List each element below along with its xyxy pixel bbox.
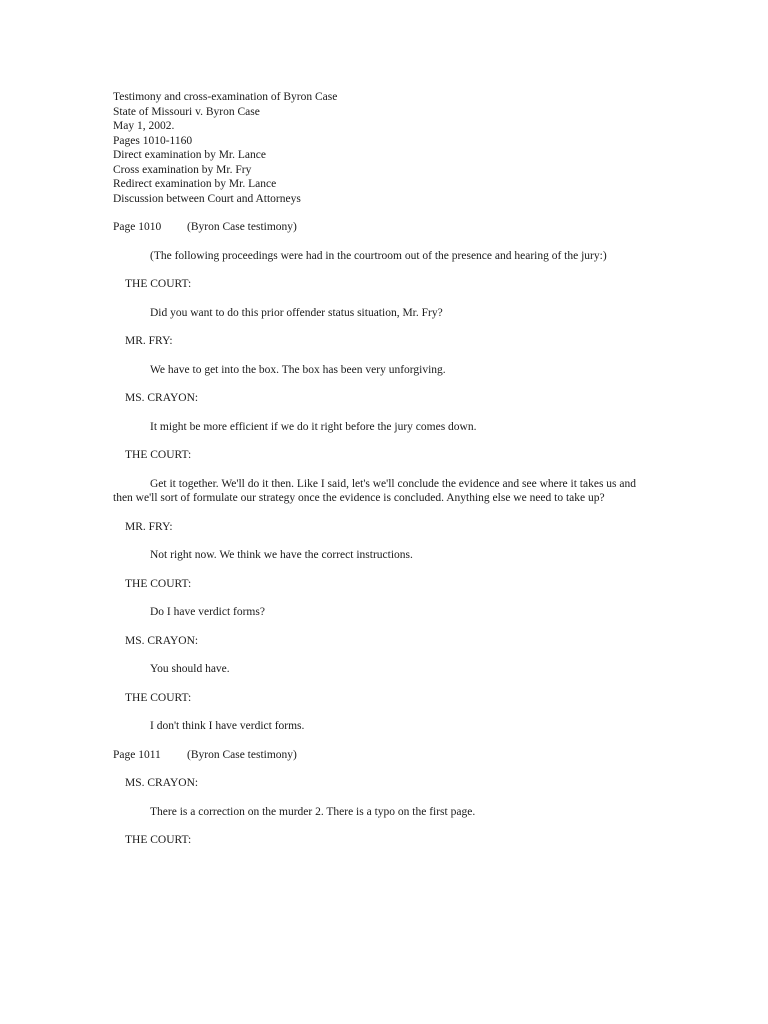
- speaker-label: MR. FRY:: [125, 335, 173, 347]
- speaker-label: MS. CRAYON:: [125, 392, 199, 404]
- document-page: [113, 90, 653, 848]
- speech-text: There is a correction on the murder 2. There is a typo on the first page.: [150, 805, 476, 818]
- speech-text: Do I have verdict forms?: [150, 606, 265, 618]
- page-marker: [113, 748, 653, 763]
- speech-text: I don't think I have verdict forms.: [150, 720, 305, 732]
- speaker-label: MS. CRAYON:: [125, 634, 199, 647]
- speech-text: We have to get into the box. The box has been very unforgiving.: [150, 363, 446, 376]
- page-marker-label: (Byron Case testimony): [187, 748, 297, 761]
- speaker-label: THE COURT:: [125, 834, 192, 846]
- page-marker: [113, 220, 653, 235]
- header-cross-exam: Cross examination by Mr. Fry: [113, 163, 252, 176]
- speaker-label: THE COURT:: [125, 577, 192, 590]
- speaker-label: MS. CRAYON:: [125, 777, 199, 789]
- header-date: May 1, 2002.: [113, 120, 175, 132]
- speech-text: Did you want to do this prior offender status situation, Mr. Fry?: [150, 306, 443, 319]
- speech-text: Get it together. We'll do it then. Like I said, let's we'll conclude the evidence and see where it takes us and then we'll sort of formulate our strategy once the evidence is concluded. Anything else we need to take up?: [113, 477, 637, 504]
- page-marker-number: Page 1010: [113, 221, 162, 233]
- header-case-name: State of Missouri v. Byron Case: [113, 105, 260, 118]
- speech-text: It might be more efficient if we do it right before the jury comes down.: [150, 420, 477, 433]
- speaker-label: THE COURT:: [125, 691, 192, 704]
- header-redirect-exam: Redirect examination by Mr. Lance: [113, 178, 277, 190]
- header-discussion: Discussion between Court and Attorneys: [113, 192, 301, 205]
- speaker-label: THE COURT:: [125, 278, 192, 290]
- speech-text: You should have.: [150, 663, 230, 675]
- speaker-label: THE COURT:: [125, 449, 192, 461]
- header-direct-exam: Direct examination by Mr. Lance: [113, 149, 266, 161]
- header-title: Testimony and cross-examination of Byron Case: [113, 91, 338, 103]
- speech-text: Not right now. We think we have the correct instructions.: [150, 549, 413, 561]
- parenthetical-note: (The following proceedings were had in the courtroom out of the presence and hearing of the jury:): [150, 249, 607, 262]
- header-pages: Pages 1010-1160: [113, 134, 193, 147]
- page-marker-number: Page 1011: [113, 748, 161, 761]
- document-header: [113, 90, 653, 206]
- speaker-label: MR. FRY:: [125, 520, 173, 533]
- page-marker-label: (Byron Case testimony): [187, 221, 297, 233]
